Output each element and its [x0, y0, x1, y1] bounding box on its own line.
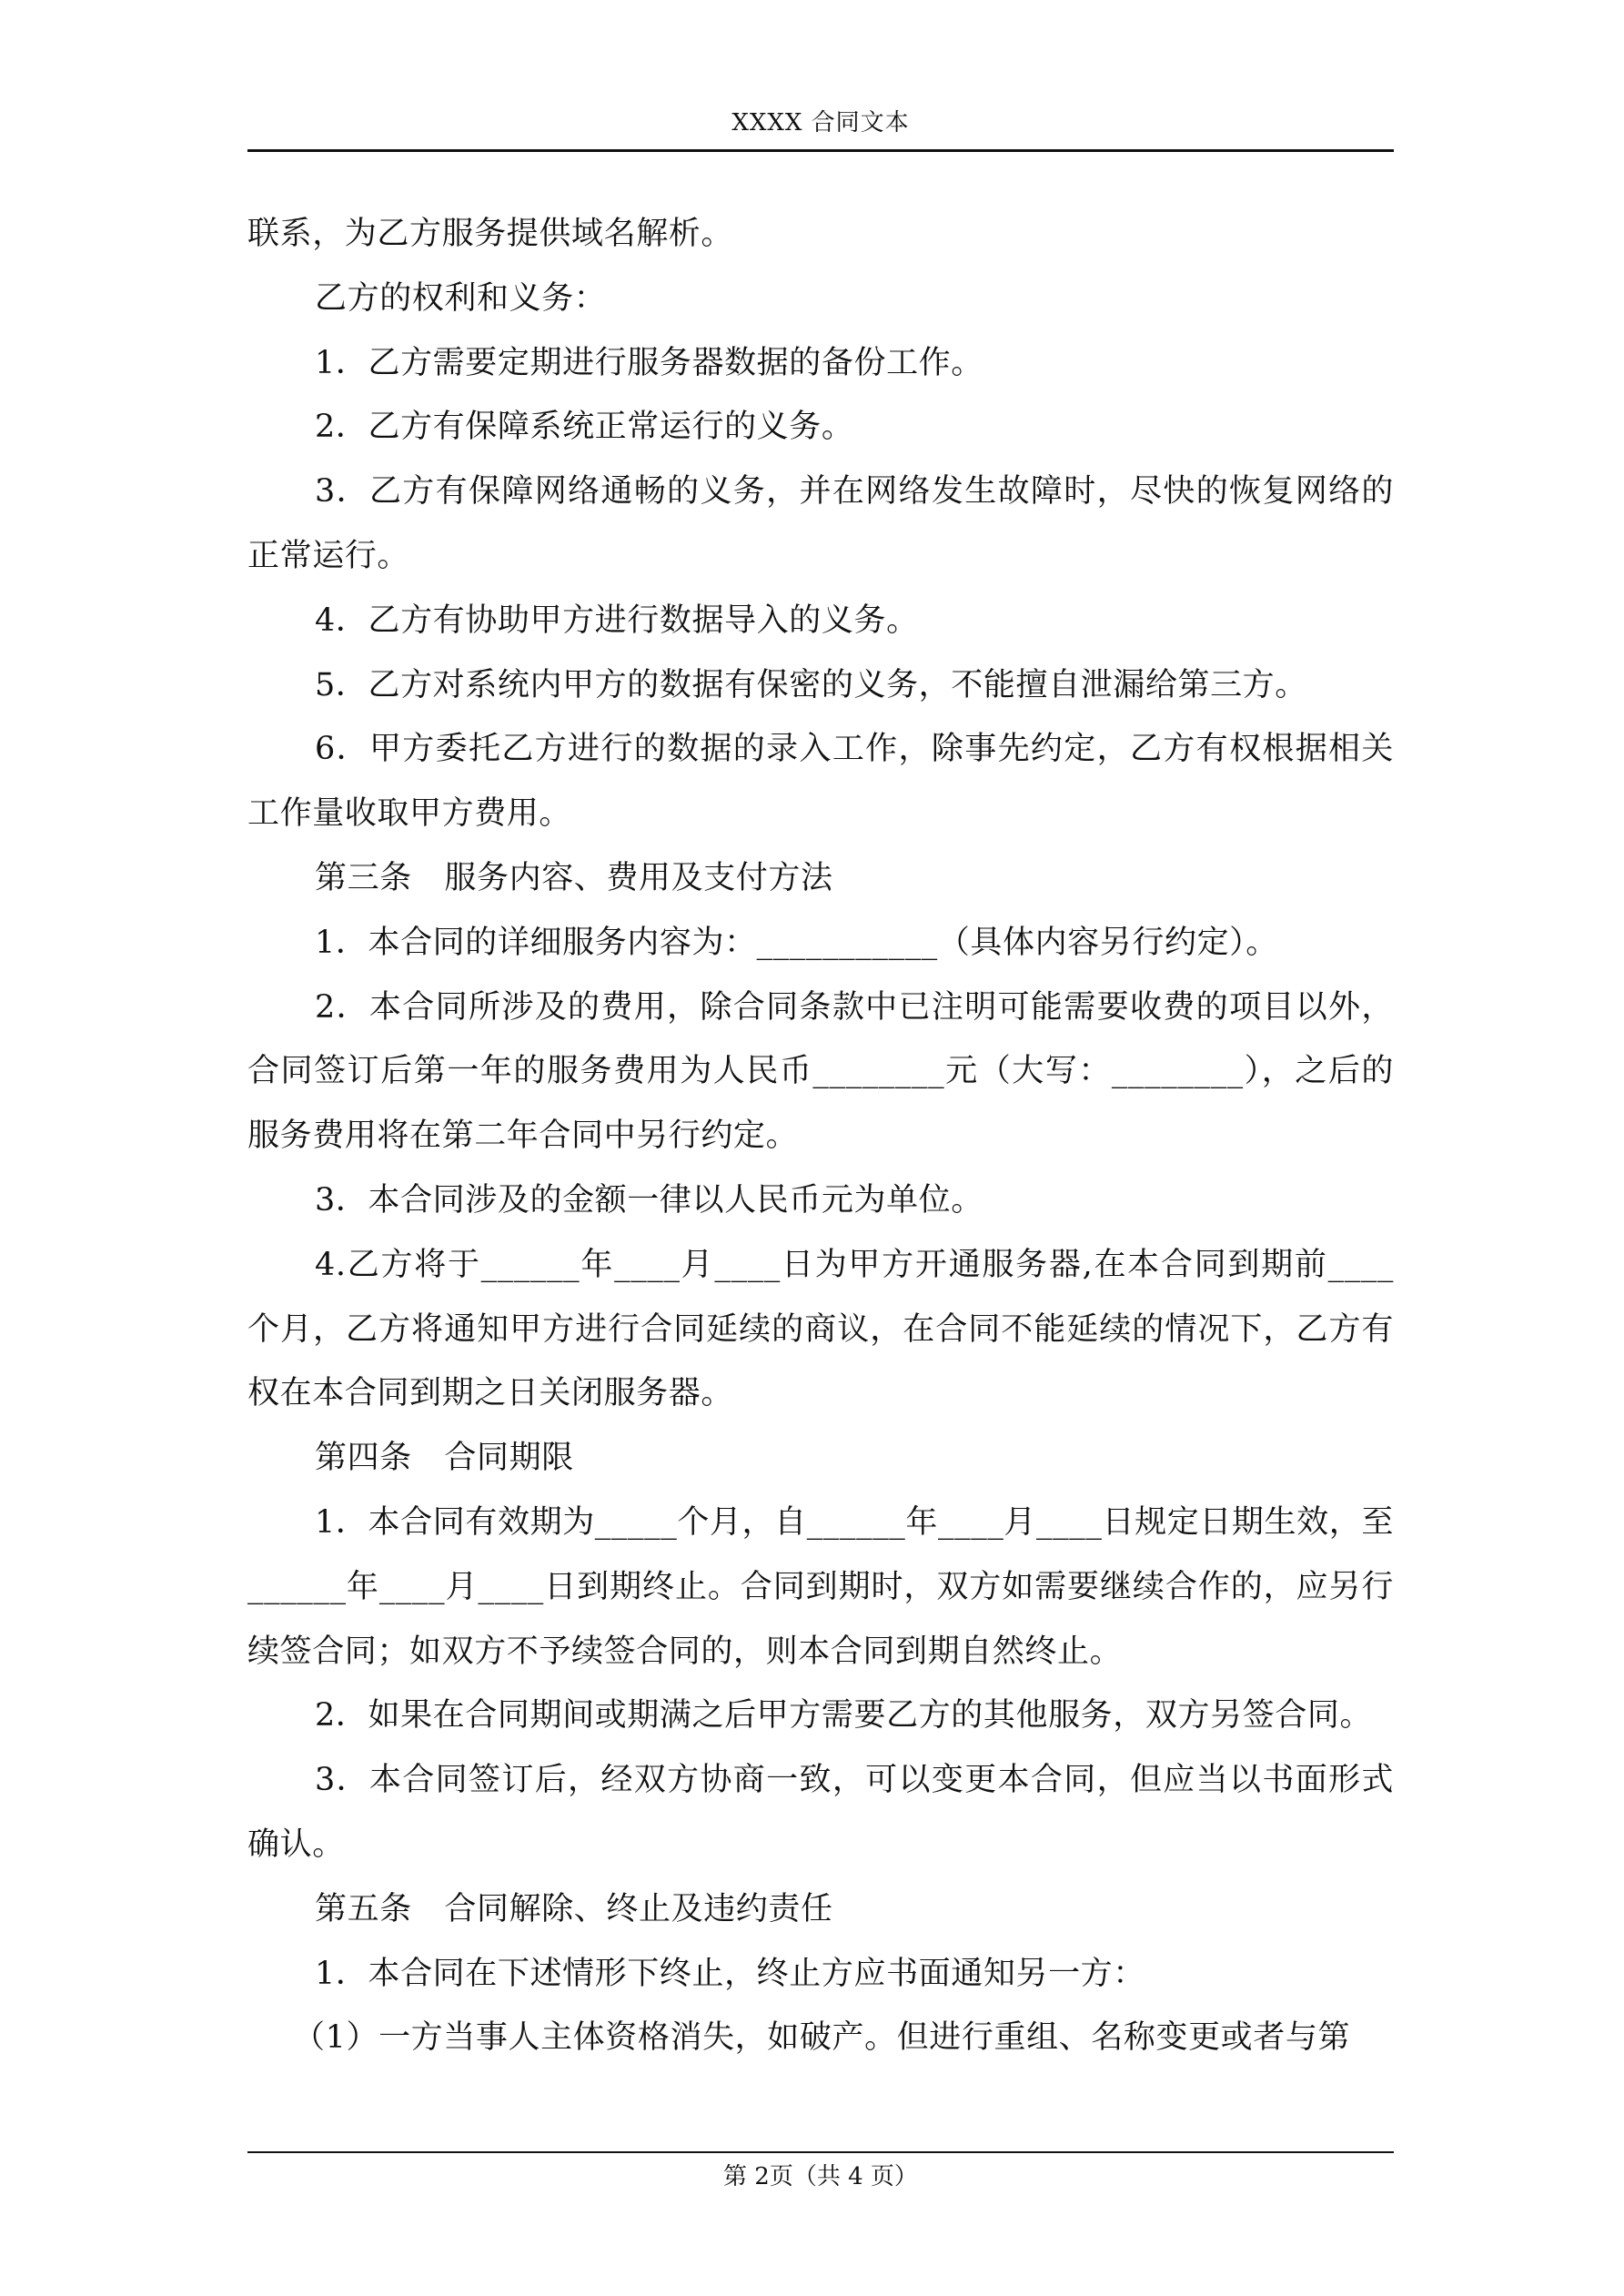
paragraph-item: 1．本合同的详细服务内容为：___________（具体内容另行约定）。	[315, 924, 1278, 961]
paragraph-party-b-rights-heading: 乙方的权利和义务：	[315, 279, 607, 317]
article-3-heading: 第三条 服务内容、费用及支付方法	[315, 859, 833, 896]
paragraph-item: 5．乙方对系统内甲方的数据有保密的义务，不能擅自泄漏给第三方。	[315, 666, 1307, 703]
paragraph-item: 2．如果在合同期间或期满之后甲方需要乙方的其他服务，双方另签合同。	[315, 1697, 1373, 1735]
contract-body	[247, 202, 1394, 2070]
paragraph-item: 3．乙方有保障网络通畅的义务，并在网络发生故障时，尽快的恢复网络的正常运行。	[247, 473, 1394, 574]
page-header-title: XXXX 合同文本	[731, 109, 910, 137]
paragraph-continuation: 联系，为乙方服务提供域名解析。	[247, 216, 734, 252]
header-divider	[247, 149, 1394, 152]
paragraph-item: 4.乙方将于______年____月____日为甲方开通服务器,在本合同到期前____个月，乙方将通知甲方进行合同延续的商议，在合同不能延续的情况下，乙方有权在本合同到期之日关闭服务器。	[247, 1246, 1394, 1412]
paragraph-item: 1．乙方需要定期进行服务器数据的备份工作。	[315, 344, 983, 381]
paragraph-item: 1．本合同有效期为_____个月，自______年____月____日规定日期生效，至______年____月____日到期终止。合同到期时，双方如需要继续合作的，应另行续签合同；如双方不予续签合同的，则本合同到期自然终止。	[247, 1503, 1394, 1670]
paragraph-item: 6．甲方委托乙方进行的数据的录入工作，除事先约定，乙方有权根据相关工作量收取甲方费用。	[247, 731, 1394, 833]
paragraph-item: 3．本合同签订后，经双方协商一致，可以变更本合同，但应当以书面形式确认。	[247, 1762, 1394, 1863]
page-number: 第 2页（共 4 页）	[723, 2163, 918, 2190]
paragraph-item: 2．乙方有保障系统正常运行的义务。	[315, 409, 854, 446]
footer-divider	[247, 2151, 1394, 2153]
article-5-heading: 第五条 合同解除、终止及违约责任	[315, 1890, 833, 1927]
paragraph-item: 1．本合同在下述情形下终止，终止方应书面通知另一方：	[315, 1955, 1145, 1992]
article-4-heading: 第四条 合同期限	[315, 1440, 574, 1477]
paragraph-item: 4．乙方有协助甲方进行数据导入的义务。	[315, 602, 919, 639]
paragraph-subitem: （1）一方当事人主体资格消失，如破产。但进行重组、名称变更或者与第	[293, 2019, 1351, 2057]
paragraph-item: 3．本合同涉及的金额一律以人民币元为单位。	[315, 1181, 983, 1219]
paragraph-item: 2．本合同所涉及的费用，除合同条款中已注明可能需要收费的项目以外，合同签订后第一年的服务费用为人民币________元（大写：________），之后的服务费用将在第二年合同中另行约定。	[247, 988, 1394, 1155]
